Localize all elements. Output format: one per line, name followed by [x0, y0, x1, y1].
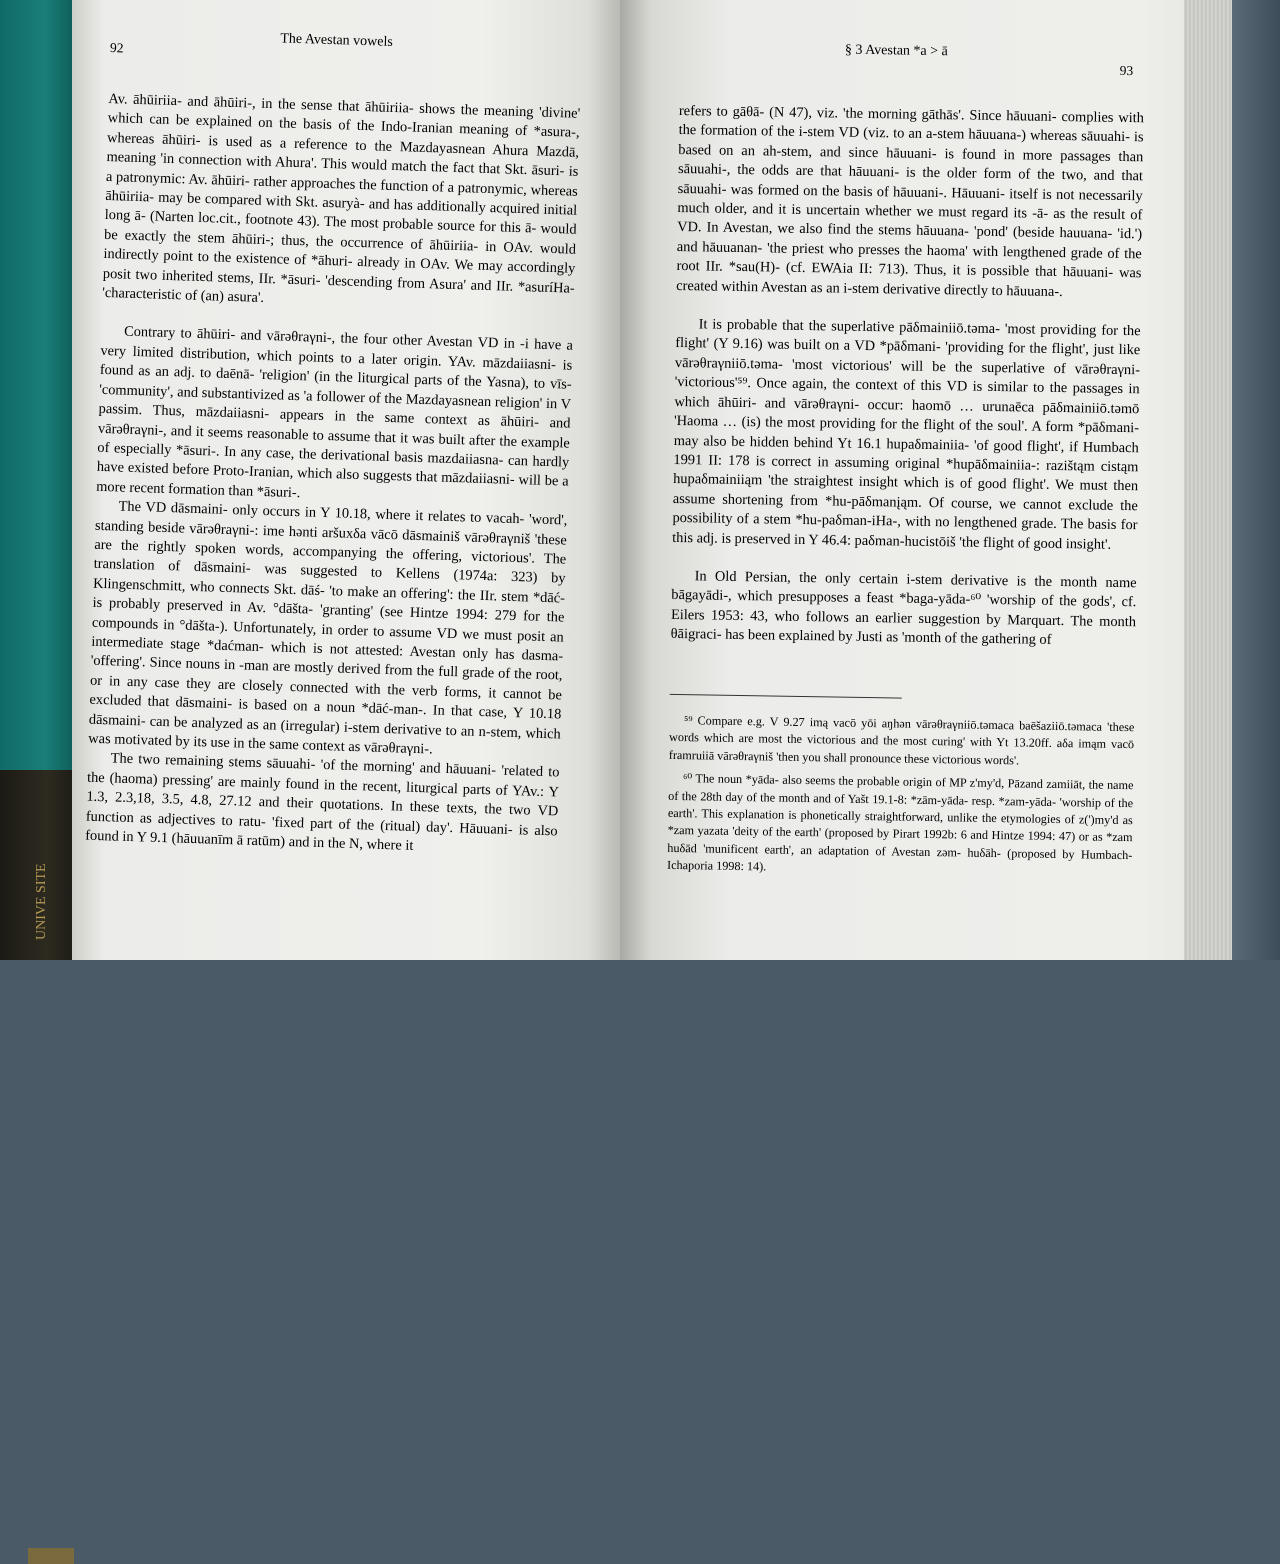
- running-head-right: § 3 Avestan *a > ā: [844, 42, 948, 60]
- left-body-text: [85, 90, 581, 861]
- paragraph: refers to gāθā- (N 47), viz. 'the morning gāthās'. Since hāuuani- complies with the formation of the i-stem VD (viz. to an a-stem hāuuana-) whereas sāuuahi- is based on an ah-stem, and since hāuuani- is found in more passages than sāuuahi-, the odds are that hāuuani- is the older form of the two, and that sāuuahi- was formed on the basis of hāuuani-. Hāuuani- itself is not necessarily much older, and it is uncertain whether we must regard its -ā- as the result of VD. In Avestan, we also find the stems hāuuana- 'pond' (beside hauuana- 'id.') and hāuuanan- 'the priest who presses the haoma' with lengthened grade of the root IIr. *sau(H)- (cf. EWAia II: 713). Thus, it is possible that hāuuani- was created within Avestan as an i-stem derivative directly to hāuuana-.: [676, 102, 1145, 300]
- paragraph: The two remaining stems sāuuahi- 'of the morning' and hāuuani- 'related to the (haoma) pressing' are mainly found in the recent, liturgical parts of YAv.: Y 1.3, 2.3,18, 3.5, 4.8, 27.12 and their quotations. In these texts, the two VD function as adjectives to ratu- 'fixed part of the (ritual) day'. Hāuuani- is also found in Y 9.1 (hāuuanīm ā ratūm) and in the N, where it: [84, 750, 560, 854]
- paragraph: Contrary to āhūiri- and vārəθraγni-, the four other Avestan VD in -i have a very limited distribution, which points to a later origin. YAv. māzdaiiasni- is found as an adj. to daēnā- 'religion' (in the liturgical parts of the Yasna), to vīs- 'community', and substantivized as 'a follower of the Mazdayasnean religion' in V passim. Thus, māzdaiiasni- appears in the same context as āhūiri- and vārəθraγni-, and it seems reasonable to assume that it was built after the example of especially *āsuri-. In any case, the derivational basis mazdaiiasna- can hardly have existed before Proto-Iranian, which also suggests that māzdaiiasni- will be a more recent formation than *āsuri-.: [95, 324, 574, 501]
- background-surface: [1232, 0, 1280, 960]
- paragraph: In Old Persian, the only certain i-stem derivative is the month name bāgayādi-, which presupposes a feast *baga-yāda-⁶⁰ 'worship of the gods', cf. Eilers 1953: 43, who follows an earlier suggestion by Marquart. The month θāigraci- has been explained by Justi as 'month of the gathering of: [670, 568, 1137, 649]
- page-edges: [1184, 0, 1232, 960]
- paragraph: The VD dāsmaini- only occurs in Y 10.18, where it relates to vacah- 'word', standing beside vārəθraγni-: ime hənti aršuxδa vācō dāsmainiš vārəθraγniš 'these are the rightly spoken words, accompanying the offering, victorious'. The translation of dāsmaini- was suggested to Kellens (1974a: 323) by Klingenschmitt, who connects Skt. dāś- 'to make an offering': the IIr. stem *dāć- is probably preserved in Av. °dāšta- 'granting' (see Hintze 1994: 279 for the compounds in °dāšta-). Unfortunately, in order to assume VD we must posit an intermediate stage *daćman- which is not attested: Avestan only has dasma- 'offering'. Since nouns in -man are mostly derived from the full grade of the root, or in any case they are closely connected with the verb forms, it cannot be excluded that dāsmaini- is based on a noun *dāć-man-. In that case, Y 10.18 dāsmaini- can be analyzed as an (irregular) i-stem derivative to an n-stem, which was motivated by its use in the same context as vārəθraγni-.: [88, 498, 568, 758]
- spine-lettering: UNIVE SITE: [34, 863, 49, 940]
- running-head-left: The Avestan vowels: [280, 31, 394, 50]
- footnote-59: ⁵⁹ Compare e.g. V 9.27 imą vacō yōi aŋhən vārəθraγniiō.təmaca baēšaziiō.təmaca 'these words which are most the victorious and the most curing' with Yt 13.20ff. aδa imąm vacō framruiiā vārəθraγniš 'then you shall pronounce these victorious words'.: [668, 713, 1135, 768]
- footnote-60: ⁶⁰ The noun *yāda- also seems the probable origin of MP z'my'd, Pāzand zamiiāt, the name of the 28th day of the month and of Yašt 19.1-8: *zām-yāda- resp. *zam-yāda- 'worship of the earth'. This explanation is phonetically straightforward, unlike the etymologies of z(')my'd as *zam yazata 'deity of the earth' (proposed by Pirart 1992b: 6 and Hintze 1994: 47) or as *zam huδād 'munificent earth', an adaptation of Avestan zəm- huδāh- (proposed by Humbach-Ichaporia 1998: 14).: [666, 771, 1134, 874]
- paragraph: It is probable that the superlative pāδmainiiō.təma- 'most providing for the flight' (Y 9.16) was built on a VD *pāδmani- 'providing for the flight', just like vārəθraγniiō.təma- 'most victorious' will be the superlative of vārəθraγni- 'victorious'⁵⁹. Once again, the context of this VD is similar to the passages in which āhūiri- and vārəθraγni- occur: haomō … urunaēca pāδmainiiō.təmō 'Haoma … (is) the most providing for the flight of the soul'. A form *pāδmani- may also be hidden behind Yt 16.1 hupaδmainiia- 'of good flight', if Humbach 1991 II: 178 is correct in assuming original *hupāδmainiia-: razištąm cistąm hupaδmainiiąm 'the straightest insight which is of good flight'. We must then assume shortening from *hu-pāδmanįąm. Of course, we cannot exclude the possibility of a stem *hu-paδman-iHa-, with no lengthened grade. The basis for this adj. is preserved in Y 46.4: paδman-hucistōiš 'the flight of good insight'.: [672, 316, 1141, 553]
- footnotes: [667, 712, 1135, 888]
- right-body-text: [671, 102, 1144, 652]
- paragraph: Av. āhūiriia- and āhūiri-, in the sense that āhūiriia- shows the meaning 'divine' which can be explained on the basis of the Indo-Iranian meaning of *asura-, whereas āhūiri- is used as a reference to the Mazdayasnean Ahura Mazdā, meaning 'in connection with Ahura'. This would match the fact that Skt. āsuri- is a patronymic: Av. āhūiri- rather approaches the function of a patronymic, whereas āhūiriia- may be compared with Skt. asuryà- and has additionally acquired initial long ā- (Narten loc.cit., footnote 43). The most probable source for this ā- would be exactly the stem āhūiri-; thus, the occurrence of āhūiriia- in OAv. would indirectly point to the existence of *āhuri- already in OAv. We may accordingly posit two inherited stems, IIr. *āsuri- 'descending from Asura' and IIr. *asuríHa- 'characteristic of (an) asura'.: [102, 90, 581, 307]
- page-number-left: 92: [109, 40, 124, 56]
- page-number-right: 93: [1119, 62, 1134, 79]
- spine-gilt-band: [28, 1548, 74, 1564]
